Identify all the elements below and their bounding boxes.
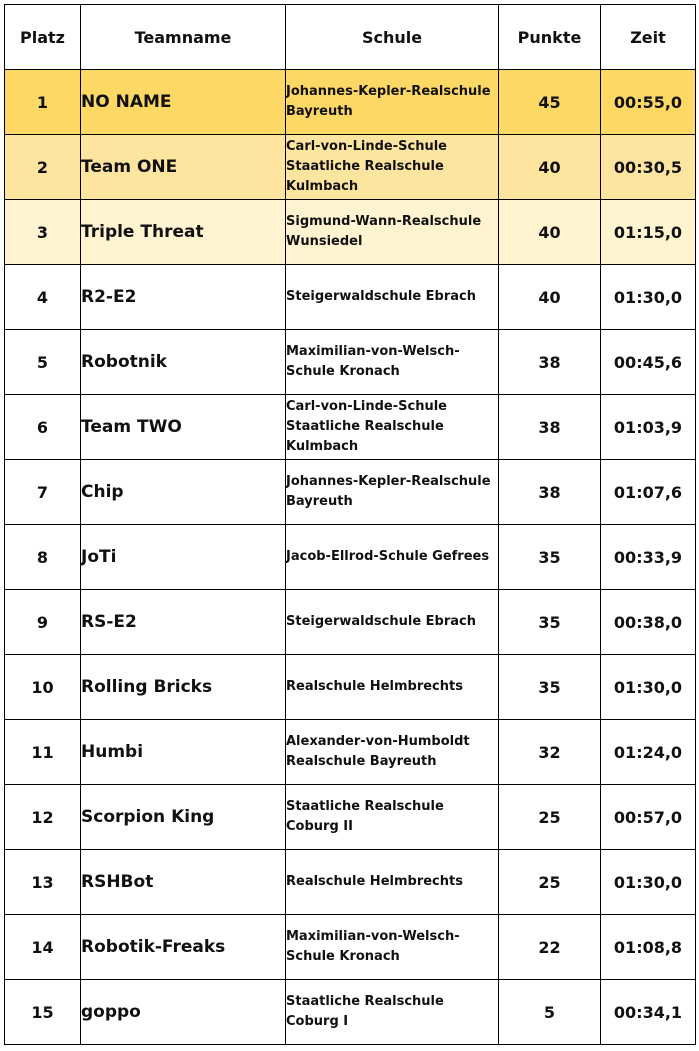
school-line: Staatliche Realschule <box>286 994 444 1009</box>
rank-cell: 8 <box>5 525 81 590</box>
school-line: Schule Kronach <box>286 364 400 379</box>
time-cell: 01:08,8 <box>601 915 696 980</box>
team-name-cell: JoTi <box>81 525 286 590</box>
rank-cell: 1 <box>5 70 81 135</box>
points-cell: 32 <box>499 720 601 785</box>
time-cell: 01:24,0 <box>601 720 696 785</box>
header-schule: Schule <box>286 5 499 70</box>
header-zeit: Zeit <box>601 5 696 70</box>
school-line: Steigerwaldschule Ebrach <box>286 614 477 629</box>
school-line: Realschule Helmbrechts <box>286 679 463 694</box>
school-cell <box>286 785 499 850</box>
rank-cell: 6 <box>5 395 81 460</box>
time-cell: 00:55,0 <box>601 70 696 135</box>
team-name-cell: RSHBot <box>81 850 286 915</box>
school-line: Maximilian-von-Welsch- <box>286 929 460 944</box>
team-name-cell: RS-E2 <box>81 590 286 655</box>
team-name-cell: goppo <box>81 980 286 1045</box>
school-cell <box>286 590 499 655</box>
table-row <box>5 330 696 395</box>
rank-cell: 12 <box>5 785 81 850</box>
school-line: Johannes-Kepler-Realschule <box>286 84 491 99</box>
school-line: Wunsiedel <box>286 234 363 249</box>
time-cell: 01:30,0 <box>601 265 696 330</box>
rank-cell: 9 <box>5 590 81 655</box>
school-line: Bayreuth <box>286 494 353 509</box>
table-row <box>5 720 696 785</box>
table-row <box>5 200 696 265</box>
school-line: Carl-von-Linde-Schule <box>286 139 447 154</box>
rank-cell: 14 <box>5 915 81 980</box>
school-cell <box>286 135 499 200</box>
time-cell: 01:07,6 <box>601 460 696 525</box>
header-teamname: Teamname <box>81 5 286 70</box>
table-row <box>5 915 696 980</box>
school-line: Bayreuth <box>286 104 353 119</box>
school-cell <box>286 330 499 395</box>
results-table <box>4 4 696 1045</box>
table-row <box>5 980 696 1045</box>
team-name-cell: Rolling Bricks <box>81 655 286 720</box>
team-name-cell: Team TWO <box>81 395 286 460</box>
school-line: Staatliche Realschule <box>286 799 444 814</box>
team-name-cell: R2-E2 <box>81 265 286 330</box>
points-cell: 45 <box>499 70 601 135</box>
table-row <box>5 525 696 590</box>
school-line: Realschule Helmbrechts <box>286 874 463 889</box>
school-line: Jacob-Ellrod-Schule Gefrees <box>286 549 490 564</box>
school-line: Carl-von-Linde-Schule <box>286 399 447 414</box>
table-row <box>5 395 696 460</box>
time-cell: 01:03,9 <box>601 395 696 460</box>
rank-cell: 10 <box>5 655 81 720</box>
points-cell: 40 <box>499 265 601 330</box>
time-cell: 00:34,1 <box>601 980 696 1045</box>
header-platz: Platz <box>5 5 81 70</box>
school-line: Coburg II <box>286 819 353 834</box>
points-cell: 35 <box>499 590 601 655</box>
school-cell <box>286 915 499 980</box>
school-cell <box>286 980 499 1045</box>
time-cell: 00:57,0 <box>601 785 696 850</box>
points-cell: 35 <box>499 655 601 720</box>
school-line: Schule Kronach <box>286 949 400 964</box>
points-cell: 5 <box>499 980 601 1045</box>
rank-cell: 7 <box>5 460 81 525</box>
points-cell: 38 <box>499 330 601 395</box>
school-cell <box>286 265 499 330</box>
points-cell: 40 <box>499 200 601 265</box>
time-cell: 01:30,0 <box>601 850 696 915</box>
rank-cell: 13 <box>5 850 81 915</box>
school-cell <box>286 720 499 785</box>
school-line: Steigerwaldschule Ebrach <box>286 289 477 304</box>
school-line: Kulmbach <box>286 439 359 454</box>
school-cell <box>286 655 499 720</box>
rank-cell: 2 <box>5 135 81 200</box>
table-row <box>5 655 696 720</box>
table-row <box>5 590 696 655</box>
table-row <box>5 850 696 915</box>
school-cell <box>286 70 499 135</box>
points-cell: 40 <box>499 135 601 200</box>
school-line: Sigmund-Wann-Realschule <box>286 214 482 229</box>
school-line: Staatliche Realschule <box>286 419 444 434</box>
team-name-cell: Robotik-Freaks <box>81 915 286 980</box>
time-cell: 01:30,0 <box>601 655 696 720</box>
school-cell <box>286 395 499 460</box>
time-cell: 00:38,0 <box>601 590 696 655</box>
table-row <box>5 70 696 135</box>
school-line: Coburg I <box>286 1014 349 1029</box>
rank-cell: 5 <box>5 330 81 395</box>
school-line: Kulmbach <box>286 179 359 194</box>
school-line: Realschule Bayreuth <box>286 754 437 769</box>
table-row <box>5 265 696 330</box>
school-cell <box>286 200 499 265</box>
points-cell: 35 <box>499 525 601 590</box>
team-name-cell: Scorpion King <box>81 785 286 850</box>
team-name-cell: Robotnik <box>81 330 286 395</box>
time-cell: 01:15,0 <box>601 200 696 265</box>
school-line: Johannes-Kepler-Realschule <box>286 474 491 489</box>
table-row <box>5 460 696 525</box>
school-line: Maximilian-von-Welsch- <box>286 344 460 359</box>
time-cell: 00:33,9 <box>601 525 696 590</box>
points-cell: 25 <box>499 785 601 850</box>
rank-cell: 15 <box>5 980 81 1045</box>
school-cell <box>286 850 499 915</box>
time-cell: 00:30,5 <box>601 135 696 200</box>
header-row <box>5 5 696 70</box>
points-cell: 25 <box>499 850 601 915</box>
time-cell: 00:45,6 <box>601 330 696 395</box>
team-name-cell: Humbi <box>81 720 286 785</box>
team-name-cell: Chip <box>81 460 286 525</box>
points-cell: 38 <box>499 395 601 460</box>
table-row <box>5 135 696 200</box>
table-body <box>5 70 696 1045</box>
rank-cell: 4 <box>5 265 81 330</box>
points-cell: 22 <box>499 915 601 980</box>
points-cell: 38 <box>499 460 601 525</box>
school-cell <box>286 525 499 590</box>
school-line: Staatliche Realschule <box>286 159 444 174</box>
school-line: Alexander-von-Humboldt <box>286 734 470 749</box>
school-cell <box>286 460 499 525</box>
team-name-cell: Triple Threat <box>81 200 286 265</box>
rank-cell: 11 <box>5 720 81 785</box>
team-name-cell: NO NAME <box>81 70 286 135</box>
rank-cell: 3 <box>5 200 81 265</box>
header-punkte: Punkte <box>499 5 601 70</box>
team-name-cell: Team ONE <box>81 135 286 200</box>
table-row <box>5 785 696 850</box>
